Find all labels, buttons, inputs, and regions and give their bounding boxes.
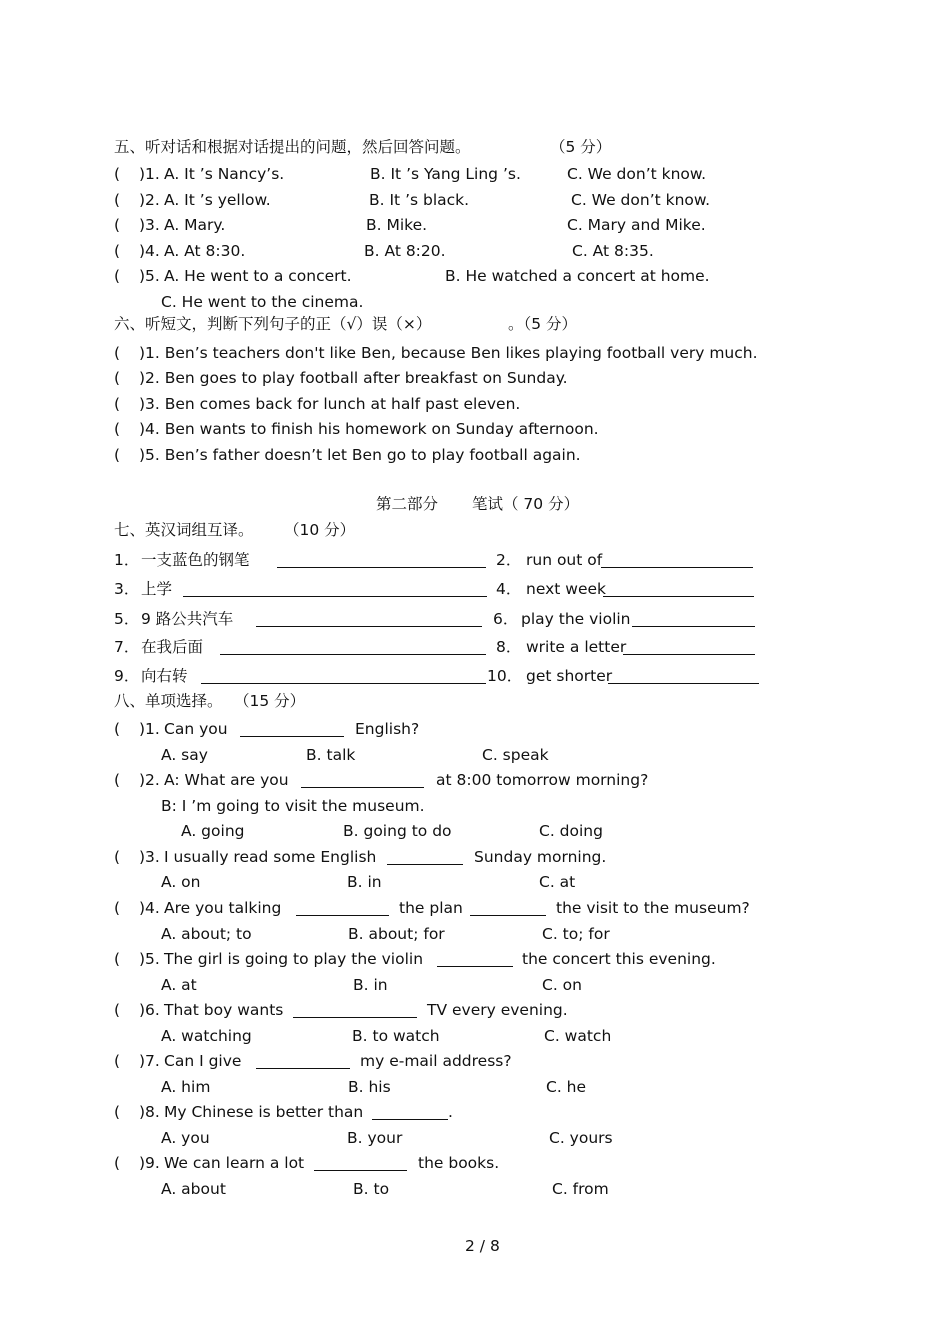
statement: )3. Ben comes back for lunch at half past eleven. bbox=[139, 395, 521, 413]
answer-blank[interactable] bbox=[314, 1170, 407, 1171]
item-number: 6． bbox=[493, 610, 519, 628]
answer-paren: ( bbox=[114, 369, 121, 387]
answer-paren: ( bbox=[114, 267, 121, 285]
answer-paren: ( bbox=[114, 446, 121, 464]
answer-blank[interactable] bbox=[293, 1017, 417, 1018]
question-text: the books. bbox=[418, 1154, 500, 1172]
question-text: My Chinese is better than bbox=[164, 1103, 364, 1121]
question-text: the concert this evening. bbox=[522, 950, 716, 968]
question-number: )1. bbox=[139, 720, 160, 738]
option-a: A. about; to bbox=[161, 925, 252, 943]
option-c: C. He went to the cinema. bbox=[161, 293, 364, 311]
option-a: A. watching bbox=[161, 1027, 252, 1045]
answer-paren: ( bbox=[114, 899, 121, 917]
option-c: C. he bbox=[546, 1078, 587, 1096]
phrase: 向右转 bbox=[141, 667, 188, 685]
question-text: That boy wants bbox=[164, 1001, 284, 1019]
option-a: A. He went to a concert. bbox=[164, 267, 352, 285]
question-number: )4. bbox=[139, 242, 160, 260]
option-c: C. to; for bbox=[542, 925, 610, 943]
statement: )5. Ben’s father doesn’t let Ben go to play football again. bbox=[139, 446, 581, 464]
phrase: 在我后面 bbox=[141, 638, 204, 656]
answer-blank[interactable] bbox=[301, 787, 424, 788]
question-number: )3. bbox=[139, 216, 160, 234]
phrase: next week bbox=[526, 580, 606, 598]
option-c: C. yours bbox=[549, 1129, 613, 1147]
answer-blank[interactable] bbox=[201, 683, 486, 684]
answer-paren: ( bbox=[114, 1154, 121, 1172]
answer-paren: ( bbox=[114, 242, 121, 260]
option-b: B. to watch bbox=[352, 1027, 440, 1045]
question-text: English? bbox=[355, 720, 420, 738]
item-number: 5． bbox=[114, 610, 140, 628]
phrase: 9 路公共汽车 bbox=[141, 610, 234, 628]
question-text: I usually read some English bbox=[164, 848, 377, 866]
option-b: B. his bbox=[348, 1078, 391, 1096]
answer-paren: ( bbox=[114, 165, 121, 183]
section6-score: 。（5 分） bbox=[508, 315, 578, 333]
answer-paren: ( bbox=[114, 720, 121, 738]
option-b: B. talk bbox=[306, 746, 356, 764]
option-a: A. Mary. bbox=[164, 216, 226, 234]
item-number: 2． bbox=[496, 551, 522, 569]
option-a: A. It ’s yellow. bbox=[164, 191, 271, 209]
question-text: We can learn a lot bbox=[164, 1154, 305, 1172]
statement: )1. Ben’s teachers don't like Ben, because Ben likes playing football very much. bbox=[139, 344, 758, 362]
item-number: 8． bbox=[496, 638, 522, 656]
answer-blank[interactable] bbox=[240, 736, 344, 737]
answer-blank[interactable] bbox=[632, 626, 755, 627]
phrase: 上学 bbox=[141, 580, 173, 598]
item-number: 1． bbox=[114, 551, 140, 569]
section8-heading: 八、单项选择。 bbox=[114, 692, 223, 710]
answer-paren: ( bbox=[114, 191, 121, 209]
option-c: C. At 8:35. bbox=[572, 242, 654, 260]
option-c: C. watch bbox=[544, 1027, 612, 1045]
section6-heading: 六、听短文，判断下列句子的正（√）误（×） bbox=[114, 315, 432, 333]
option-c: C. Mary and Mike. bbox=[567, 216, 706, 234]
question-number: )9. bbox=[139, 1154, 160, 1172]
option-c: C. doing bbox=[539, 822, 603, 840]
answer-paren: ( bbox=[114, 1001, 121, 1019]
question-text: A: What are you bbox=[164, 771, 289, 789]
option-b: B. in bbox=[353, 976, 388, 994]
option-c: C. We don’t know. bbox=[567, 165, 707, 183]
dialogue-line: B: I ’m going to visit the museum. bbox=[161, 797, 425, 815]
section7-heading: 七、英汉词组互译。 bbox=[114, 521, 254, 539]
question-number: )1. bbox=[139, 165, 160, 183]
option-b: B. going to do bbox=[343, 822, 452, 840]
option-b: B. At 8:20. bbox=[364, 242, 446, 260]
question-text: Can you bbox=[164, 720, 228, 738]
answer-blank[interactable] bbox=[601, 567, 753, 568]
answer-paren: ( bbox=[114, 1052, 121, 1070]
answer-paren: ( bbox=[114, 216, 121, 234]
question-text: Are you talking bbox=[164, 899, 282, 917]
option-b: B. It ’s black. bbox=[369, 191, 470, 209]
answer-blank[interactable] bbox=[437, 966, 513, 967]
question-number: )7. bbox=[139, 1052, 160, 1070]
phrase: get shorter bbox=[526, 667, 613, 685]
answer-paren: ( bbox=[114, 344, 121, 362]
option-b: B. to bbox=[353, 1180, 390, 1198]
answer-paren: ( bbox=[114, 771, 121, 789]
option-a: A. at bbox=[161, 976, 197, 994]
option-b: B. in bbox=[347, 873, 382, 891]
answer-blank[interactable] bbox=[470, 915, 546, 916]
answer-paren: ( bbox=[114, 395, 121, 413]
answer-blank[interactable] bbox=[608, 683, 759, 684]
question-text: TV every evening. bbox=[427, 1001, 568, 1019]
page-number: 2 / 8 bbox=[465, 1237, 500, 1255]
part2-title: 第二部分 bbox=[376, 495, 439, 513]
option-a: A. about bbox=[161, 1180, 226, 1198]
question-text: . bbox=[448, 1103, 453, 1121]
answer-blank[interactable] bbox=[256, 626, 482, 627]
answer-blank[interactable] bbox=[220, 654, 486, 655]
option-a: A. him bbox=[161, 1078, 211, 1096]
question-text: the plan bbox=[399, 899, 463, 917]
section7-score: （10 分） bbox=[284, 521, 356, 539]
answer-blank[interactable] bbox=[623, 654, 755, 655]
question-number: )2. bbox=[139, 191, 160, 209]
phrase: play the violin bbox=[521, 610, 631, 628]
question-text: at 8:00 tomorrow morning? bbox=[436, 771, 649, 789]
item-number: 10． bbox=[487, 667, 523, 685]
option-c: C. on bbox=[542, 976, 582, 994]
option-c: C. We don’t know. bbox=[571, 191, 711, 209]
question-text: Can I give bbox=[164, 1052, 242, 1070]
question-number: )2. bbox=[139, 771, 160, 789]
item-number: 4． bbox=[496, 580, 522, 598]
answer-paren: ( bbox=[114, 420, 121, 438]
item-number: 7． bbox=[114, 638, 140, 656]
option-c: C. from bbox=[552, 1180, 609, 1198]
option-b: B. about; for bbox=[348, 925, 445, 943]
answer-blank[interactable] bbox=[296, 915, 389, 916]
question-number: )5. bbox=[139, 950, 160, 968]
phrase: 一支蓝色的钢笔 bbox=[141, 551, 250, 569]
option-b: B. your bbox=[347, 1129, 403, 1147]
item-number: 3． bbox=[114, 580, 140, 598]
option-a: A. It ’s Nancy’s. bbox=[164, 165, 285, 183]
item-number: 9． bbox=[114, 667, 140, 685]
phrase: run out of bbox=[526, 551, 603, 569]
question-text: my e-mail address? bbox=[360, 1052, 512, 1070]
option-b: B. Mike. bbox=[366, 216, 428, 234]
section5-score: （5 分） bbox=[550, 138, 612, 156]
statement: )2. Ben goes to play football after breakfast on Sunday. bbox=[139, 369, 568, 387]
answer-blank[interactable] bbox=[256, 1068, 350, 1069]
option-a: A. on bbox=[161, 873, 201, 891]
answer-blank[interactable] bbox=[387, 864, 463, 865]
question-number: )6. bbox=[139, 1001, 160, 1019]
option-b: B. He watched a concert at home. bbox=[445, 267, 710, 285]
answer-paren: ( bbox=[114, 950, 121, 968]
question-number: )3. bbox=[139, 848, 160, 866]
statement: )4. Ben wants to finish his homework on Sunday afternoon. bbox=[139, 420, 599, 438]
option-a: A. At 8:30. bbox=[164, 242, 246, 260]
answer-blank[interactable] bbox=[372, 1119, 448, 1120]
option-a: A. going bbox=[181, 822, 245, 840]
answer-blank[interactable] bbox=[277, 567, 486, 568]
answer-blank[interactable] bbox=[603, 596, 754, 597]
answer-paren: ( bbox=[114, 1103, 121, 1121]
option-c: C. at bbox=[539, 873, 576, 891]
option-a: A. say bbox=[161, 746, 208, 764]
phrase: write a letter bbox=[526, 638, 627, 656]
part2-subtitle: 笔试（ 70 分） bbox=[472, 495, 580, 513]
option-b: B. It ’s Yang Ling ’s. bbox=[370, 165, 521, 183]
answer-paren: ( bbox=[114, 848, 121, 866]
question-number: )5. bbox=[139, 267, 160, 285]
option-a: A. you bbox=[161, 1129, 210, 1147]
question-text: The girl is going to play the violin bbox=[164, 950, 424, 968]
question-number: )8. bbox=[139, 1103, 160, 1121]
question-number: )4. bbox=[139, 899, 160, 917]
answer-blank[interactable] bbox=[183, 596, 487, 597]
section8-score: （15 分） bbox=[234, 692, 306, 710]
option-c: C. speak bbox=[482, 746, 549, 764]
question-text: the visit to the museum? bbox=[556, 899, 750, 917]
question-text: Sunday morning. bbox=[474, 848, 607, 866]
section5-heading: 五、听对话和根据对话提出的问题，然后回答问题。 bbox=[114, 138, 471, 156]
